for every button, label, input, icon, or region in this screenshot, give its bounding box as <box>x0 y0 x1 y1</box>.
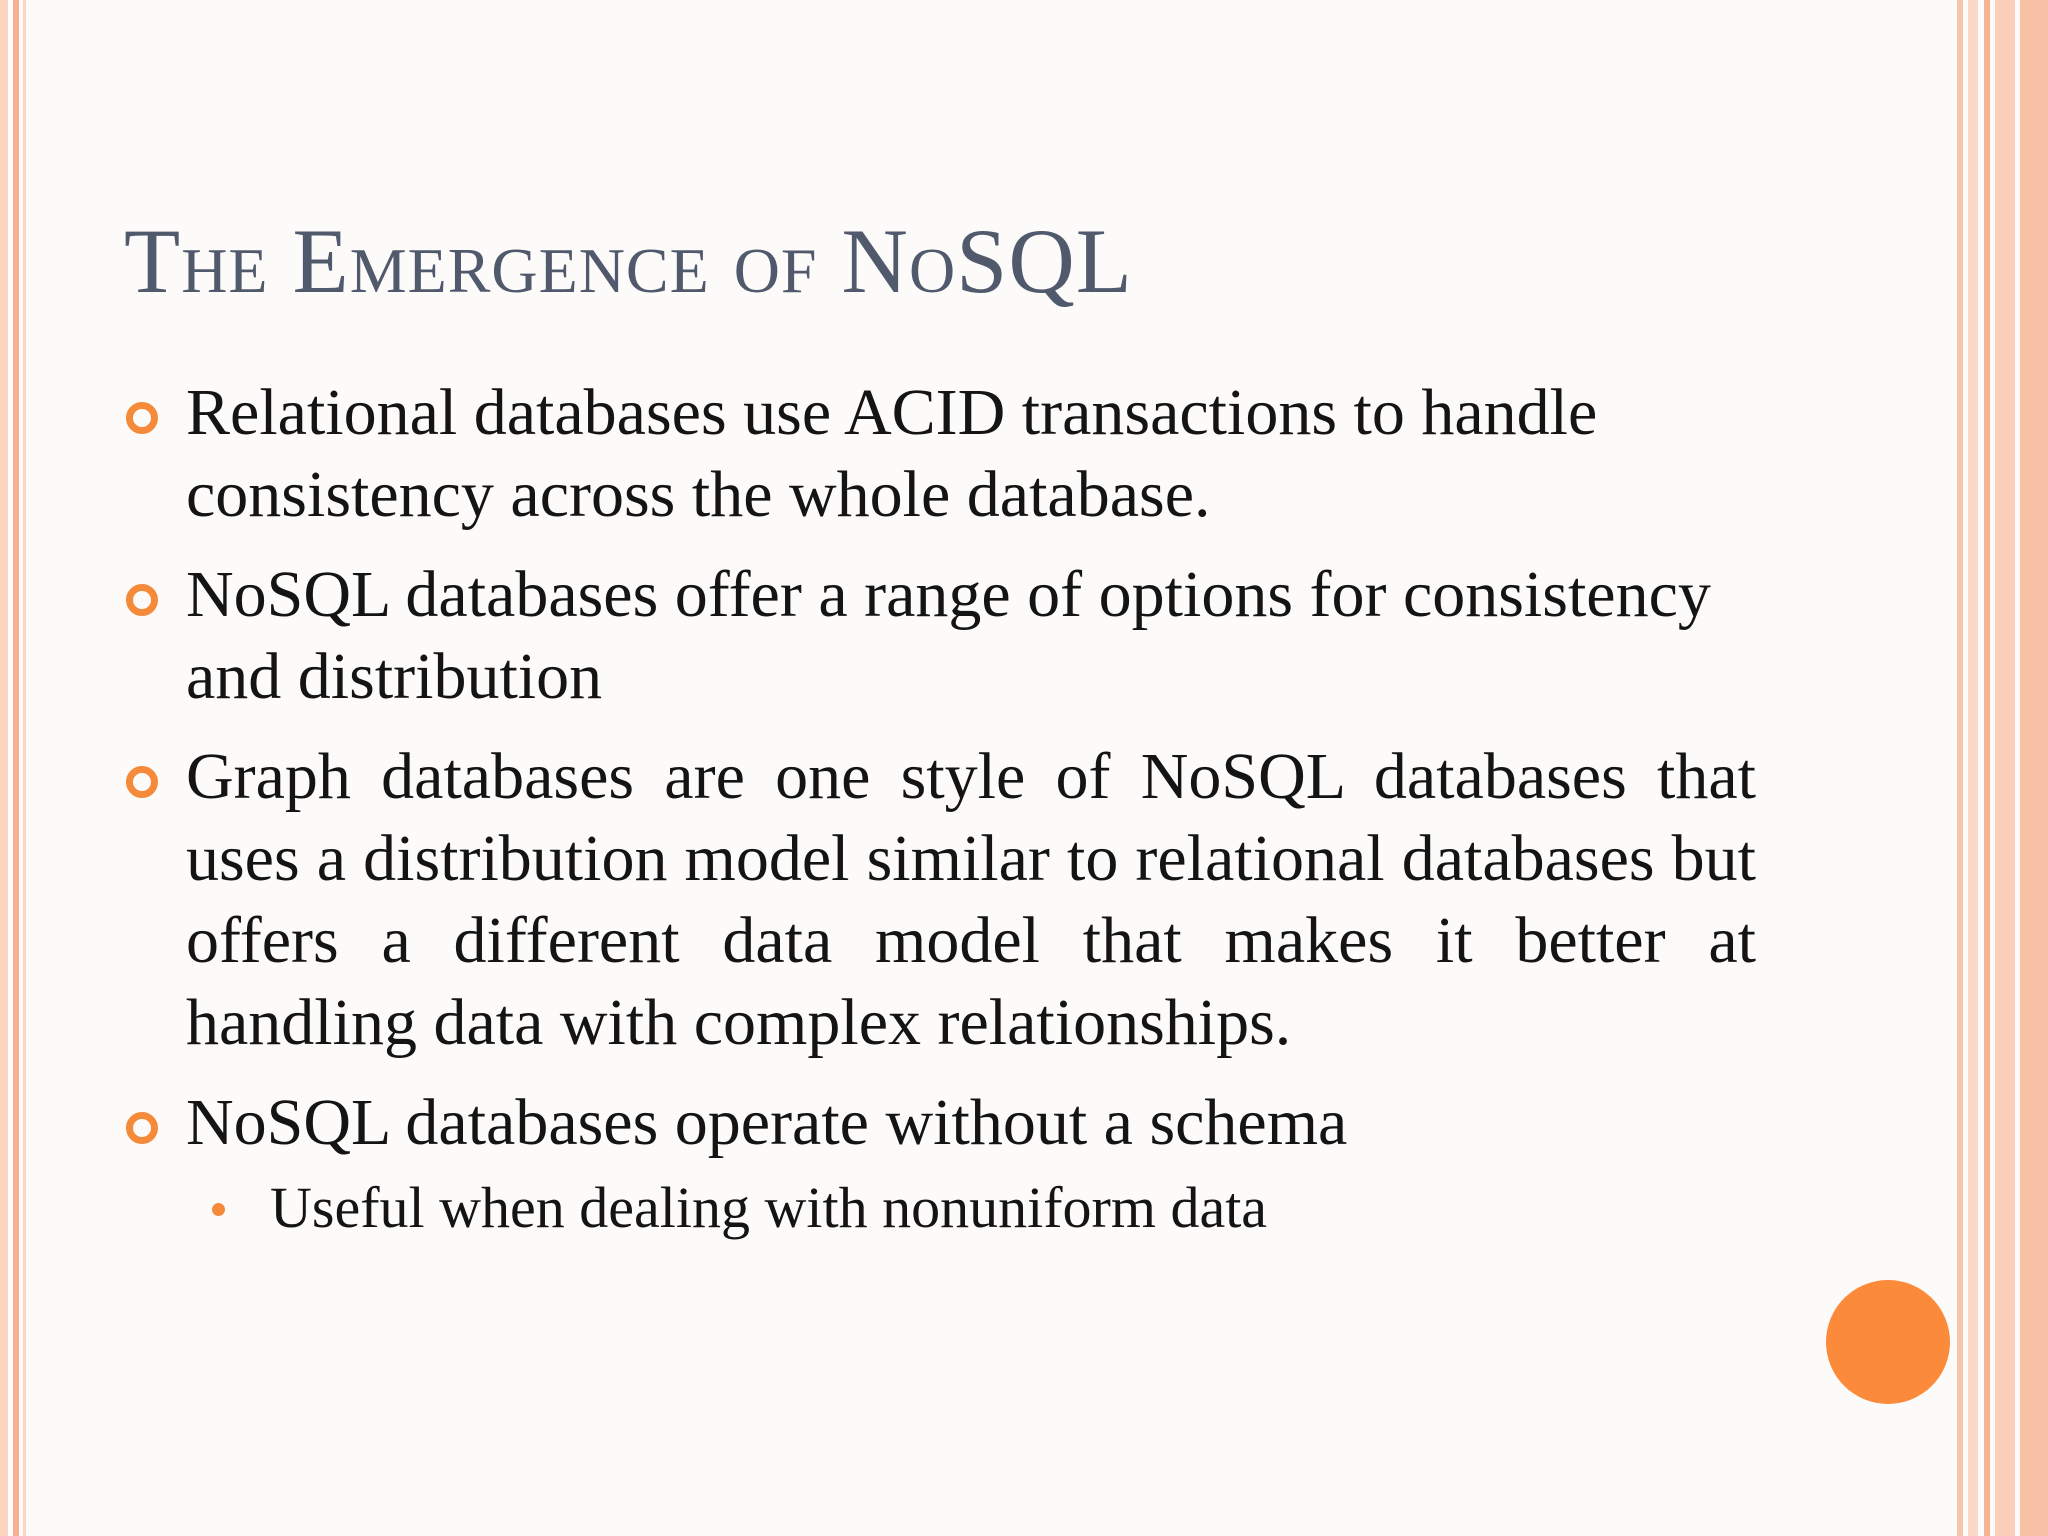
bullet-item <box>124 1082 1756 1164</box>
left-border-stripe <box>23 0 26 1536</box>
bullet-ring-icon <box>126 1112 158 1144</box>
right-border-stripe <box>1995 0 2015 1536</box>
right-border-stripe <box>1957 0 1963 1536</box>
bullet-ring-icon <box>126 766 158 798</box>
bullet-text: Graph databases are one style of NoSQL databases that uses a distribution model similar to relational databases but offers a different data model that makes it better at handling data with complex relationships. <box>186 740 1756 1059</box>
bullet-ring-icon <box>126 402 158 434</box>
sub-bullet-item <box>124 1172 1756 1244</box>
right-border-stripe <box>2020 0 2048 1536</box>
bullet-item <box>124 554 1756 718</box>
left-border-stripe <box>13 0 19 1536</box>
bullet-item <box>124 372 1756 536</box>
slide-title: The Emergence of NoSQL <box>124 210 1133 312</box>
right-border-stripe <box>1968 0 1978 1536</box>
bullet-item <box>124 736 1756 1064</box>
right-border-stripe <box>1984 0 1990 1536</box>
left-border-stripe <box>0 0 8 1536</box>
bullet-text: NoSQL databases offer a range of options for consistency and distribution <box>186 558 1711 713</box>
sub-bullet-text: Useful when dealing with nonuniform data <box>270 1175 1268 1240</box>
sub-bullet-dot-icon <box>212 1203 225 1216</box>
bullet-text: NoSQL databases operate without a schema <box>186 1086 1348 1159</box>
bullet-list <box>124 372 1756 1244</box>
bullet-text: Relational databases use ACID transactions to handle consistency across the whole database. <box>186 376 1598 531</box>
bullet-ring-icon <box>126 584 158 616</box>
decorative-orange-circle <box>1826 1280 1950 1404</box>
